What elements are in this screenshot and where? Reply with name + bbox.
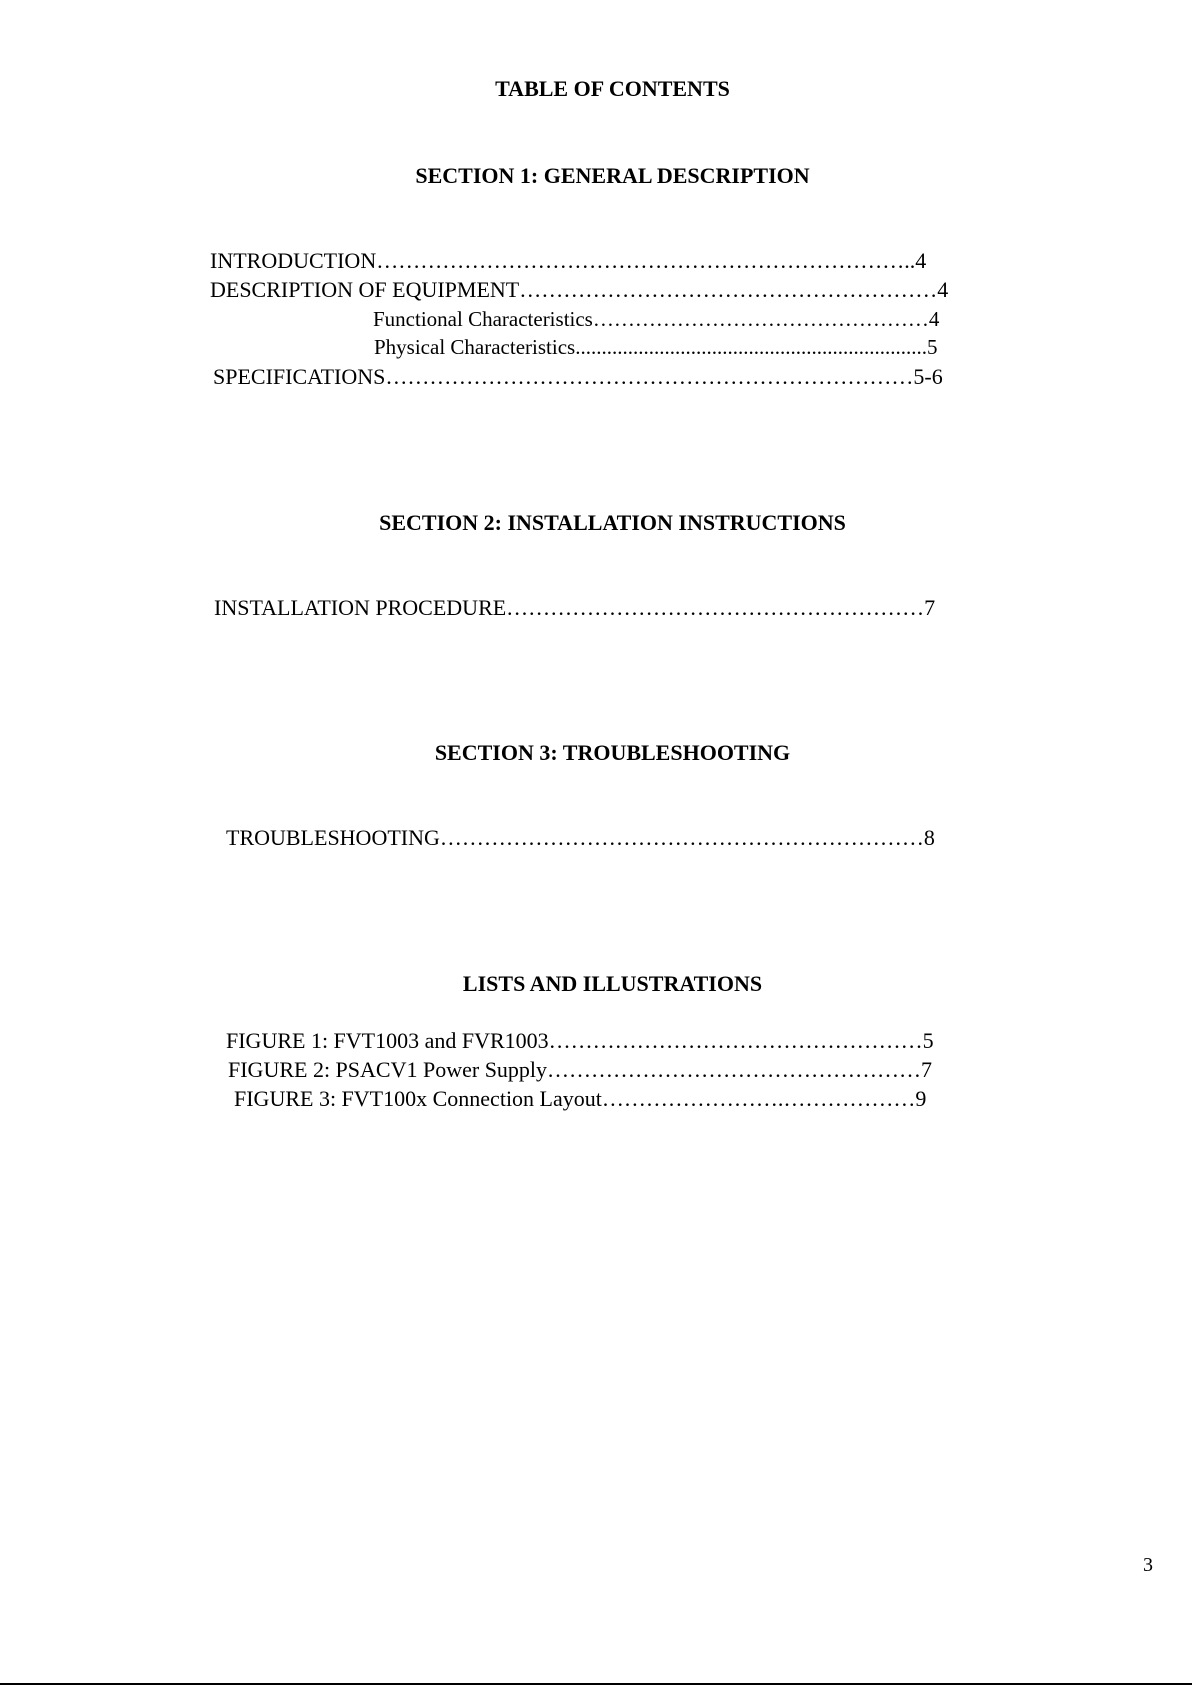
toc-entry-figure-1: FIGURE 1: FVT1003 and FVR1003……………………………………………5 (226, 1028, 934, 1053)
toc-entry-installation-procedure: INSTALLATION PROCEDURE…………………………………………………7 (214, 595, 936, 620)
toc-entry-functional-characteristics: Functional Characteristics…………………………………………4 (373, 307, 940, 331)
toc-entry-description-of-equipment: DESCRIPTION OF EQUIPMENT…………………………………………………4 (210, 277, 949, 302)
toc-entry-specifications: SPECIFICATIONS………………………………………………………………5-6 (213, 364, 943, 389)
section-2-heading: SECTION 2: INSTALLATION INSTRUCTIONS (379, 510, 846, 535)
toc-entry-physical-characteristics: Physical Characteristics...................................................................5 (374, 335, 938, 359)
toc-title: TABLE OF CONTENTS (495, 76, 730, 101)
lists-and-illustrations-heading: LISTS AND ILLUSTRATIONS (462, 971, 763, 996)
toc-entry-figure-3: FIGURE 3: FVT100x Connection Layout…………………….………………9 (234, 1086, 927, 1111)
section-1-heading: SECTION 1: GENERAL DESCRIPTION (415, 163, 810, 188)
page-number: 3 (1143, 1554, 1153, 1576)
toc-entry-introduction: INTRODUCTION………………………………………………………………..4 (210, 248, 927, 273)
section-3-heading: SECTION 3: TROUBLESHOOTING (434, 740, 791, 765)
toc-entry-troubleshooting: TROUBLESHOOTING…………………………………………………………8 (226, 825, 935, 850)
toc-entry-figure-2: FIGURE 2: PSACV1 Power Supply……………………………………………7 (228, 1057, 933, 1082)
